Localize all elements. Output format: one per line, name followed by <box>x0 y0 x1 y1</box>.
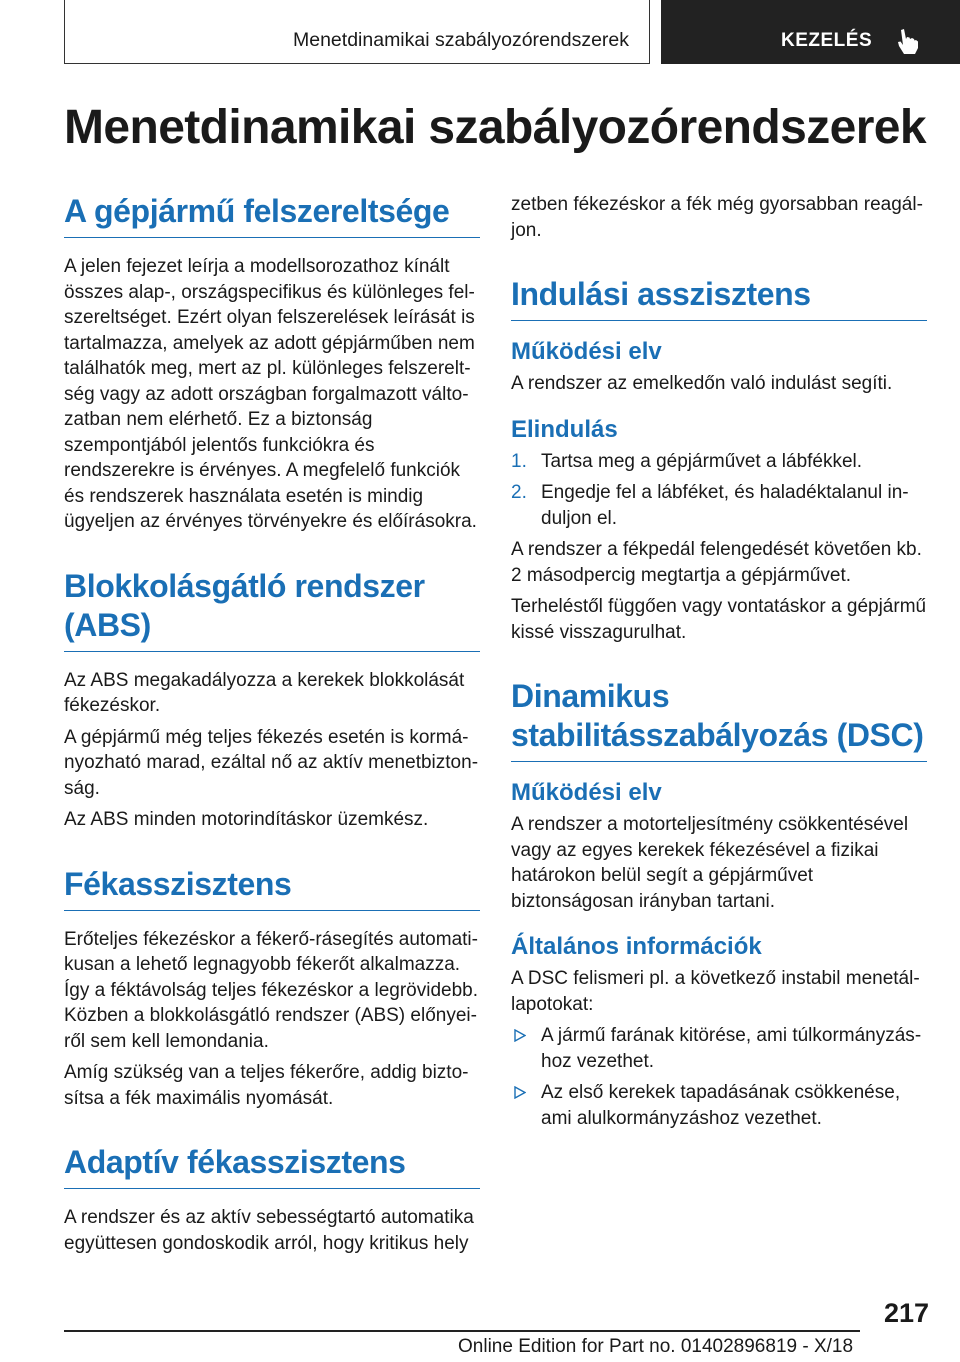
hand-pointer-icon <box>893 26 923 56</box>
page-title: Menetdinamikai szabályozórendszerek <box>64 101 926 154</box>
paragraph: Az ABS megakadályozza a kerekek blokkolását fékezéskor. <box>64 669 465 716</box>
paragraph: zetben fékezéskor a fék még gyorsabban reagáljon. <box>511 194 923 241</box>
list-item <box>511 480 927 531</box>
subsection-title: Működési elv <box>511 338 662 365</box>
section-title-dsc: Dinamikus stabilitásszabályozás (DSC) <box>511 677 927 762</box>
step-number: 1. <box>511 450 527 472</box>
section-title-brake-assist: Fékasszisztens <box>64 865 480 911</box>
step-number: 2. <box>511 482 527 503</box>
section-title-adaptive-brake-assist: Adaptív fékasszisztens <box>64 1143 480 1189</box>
paragraph: A rendszer a fékpedál felengedését követően kb. 2 másodpercig megtartja a gépjárművet. <box>511 539 922 586</box>
bullet-text: A jármű farának kitörése, ami túlkormányzáshoz vezethet. <box>541 1025 922 1072</box>
header-section-title: Menetdinamikai szabályozórendszerek <box>293 29 630 51</box>
subsection-title: Általános információk <box>511 933 762 960</box>
paragraph: A DSC felismeri pl. a következő instabil menetállapotokat: <box>511 968 920 1015</box>
paragraph: A rendszer az emelkedőn való indulást segíti. <box>511 373 893 394</box>
page-header <box>0 0 960 66</box>
paragraph: Terheléstől függően vagy vontatáskor a gépjármű kissé visszagurulhat. <box>511 596 927 643</box>
paragraph: A rendszer a motorteljesítmény csökkentésével vagy az egyes kerekek fékezésével a fizikai határokon belül segít a gépjárművet biztonságosan irányban tartani. <box>511 814 909 912</box>
paragraph: A jelen fejezet leírja a modellsorozathoz kínált összes alap-, országspecifikus és különleges felszereltséget. Ezért olyan felszerelések leírását is tartalmazza, amelyek az adott gépjárműben nem találhatók meg, mert az pl. különleges felszereltség vagy az adott országban forgalmazott változatban nem elérhető. Ez a biztonság szempontjából jelentős funkciókra és rendszerekre is érvényes. A megfelelő funkciók és rendszerek használata esetén is mindig ügyeljen az érvényes törvényekre és előírásokra. <box>64 256 477 532</box>
page-number: 217 <box>884 1298 930 1328</box>
bullet-list <box>511 1023 927 1131</box>
bullet-text: Az első kerekek tapadásának csökkenése, ami alulkormányzáshoz vezethet. <box>541 1082 901 1129</box>
paragraph: Erőteljes fékezéskor a fékerő-rásegítés automatikusan a lehető legnagyobb fékerőt alkalmazza. Így a féktávolság teljes fékezéskor a legrövidebb. Közben a blokkolásgátló rendszer (ABS) előnyeiről sem kell lemondania. <box>64 928 479 1052</box>
step-text: Tartsa meg a gépjárművet a lábfékkel. <box>541 450 863 472</box>
left-column <box>64 192 480 1262</box>
triangle-bullet-icon <box>514 1086 526 1099</box>
right-column <box>511 192 927 1137</box>
chapter-tab-label: KEZELÉS <box>781 30 873 51</box>
section-title-hill-start-assist: Indulási asszisztens <box>511 275 927 321</box>
paragraph: A gépjármű még teljes fékezés esetén is kormányozható marad, ezáltal nő az aktív menetbiztonság. <box>64 726 479 799</box>
footer-divider <box>64 1330 860 1332</box>
section-title-abs: Blokkolásgátló rendszer (ABS) <box>64 567 480 652</box>
subsection-title: Elindulás <box>511 415 618 443</box>
subsection-title: Működési elv <box>511 779 662 806</box>
list-item <box>511 449 927 475</box>
list-item <box>511 1023 927 1074</box>
footer-edition-text: Online Edition for Part no. 01402896819 - X/18 <box>458 1336 854 1357</box>
numbered-steps <box>511 449 927 532</box>
paragraph: Amíg szükség van a teljes fékerőre, addig biztosítsa a fék maximális nyomását. <box>64 1062 469 1109</box>
paragraph: A rendszer és az aktív sebességtartó automatika együttesen gondoskodik arról, hogy kritikus hely <box>64 1207 474 1254</box>
step-text: Engedje fel a lábféket, és haladéktalanul induljon el. <box>541 482 909 529</box>
section-title-equipment: A gépjármű felszereltsége <box>64 192 480 238</box>
list-item <box>511 1080 927 1131</box>
paragraph: Az ABS minden motorindításkor üzemkész. <box>64 809 429 830</box>
triangle-bullet-icon <box>514 1029 526 1042</box>
header-chapter-tab[interactable] <box>661 0 960 64</box>
